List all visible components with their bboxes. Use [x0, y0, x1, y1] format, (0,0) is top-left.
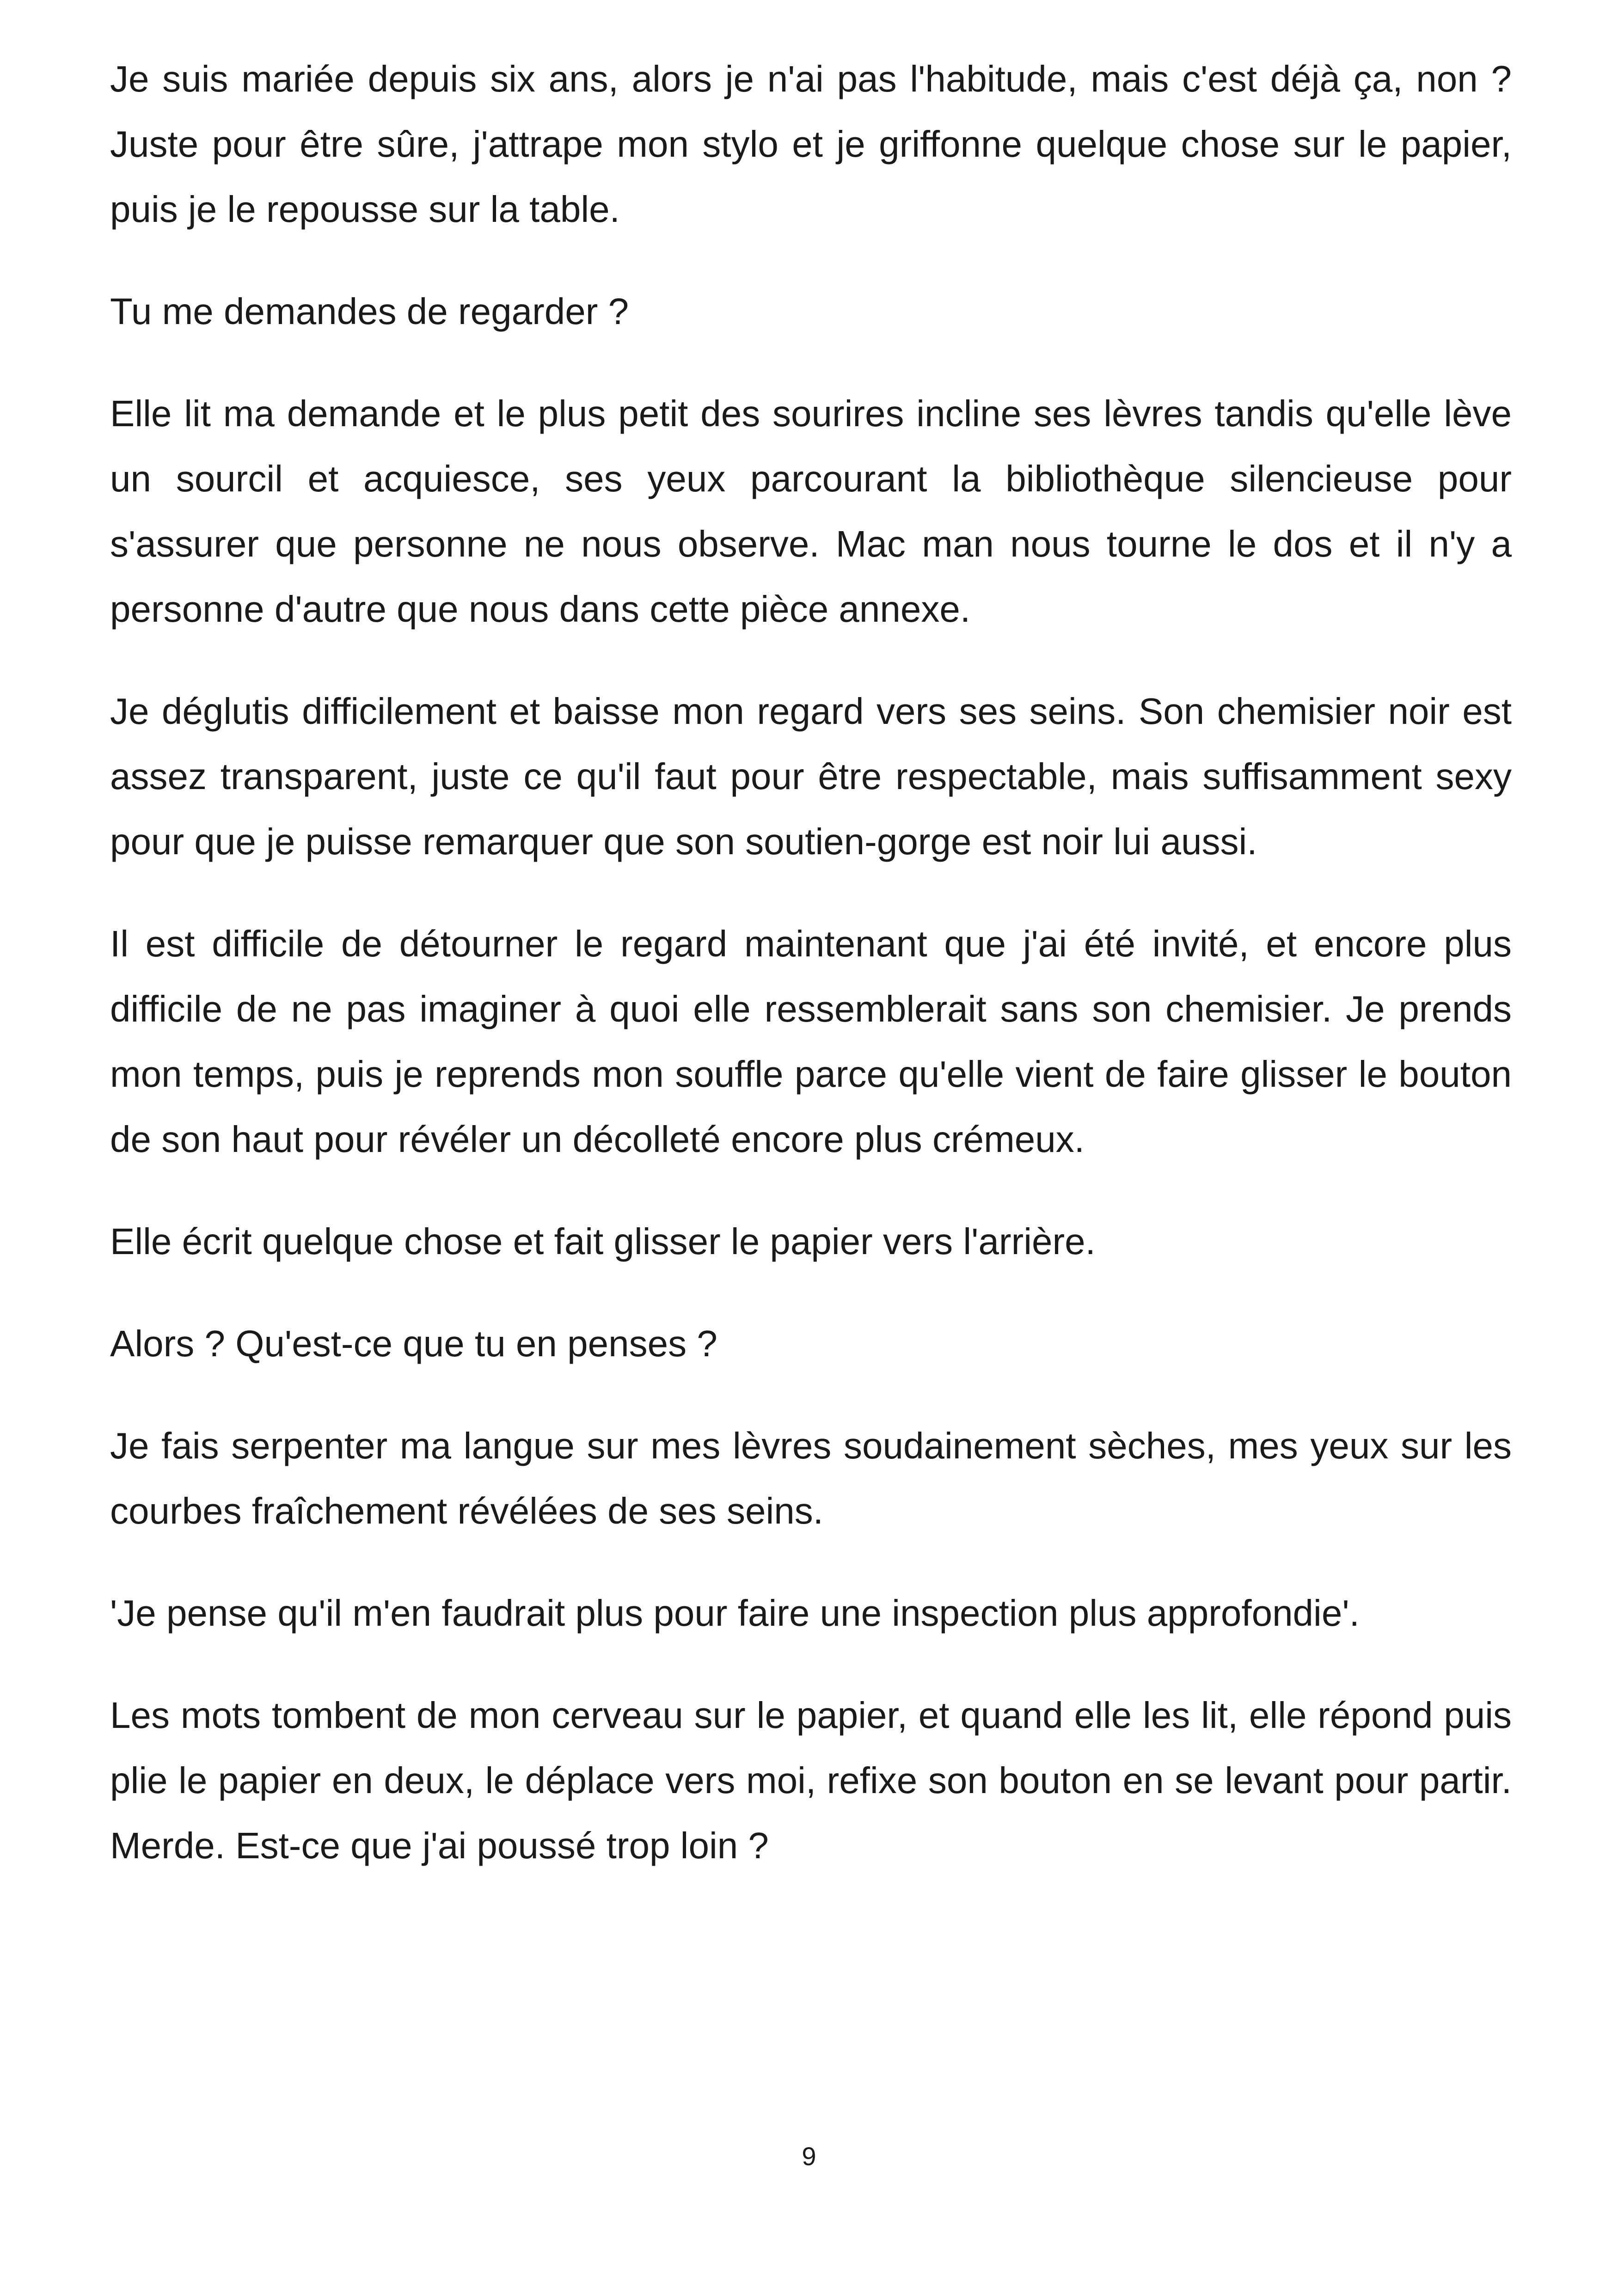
paragraph-4: Je déglutis difficilement et baisse mon regard vers ses seins. Son chemisier noir est assez transparent, juste ce qu'il faut pour être respectable, mais suffisamment sexy pour que je puisse remarquer que son soutien-gorge est noir lui aussi.	[110, 691, 1512, 862]
paragraph-10: Les mots tombent de mon cerveau sur le papier, et quand elle les lit, elle répond puis plie le papier en deux, le déplace vers moi, refixe son bouton en se levant pour partir. Merde. Est-ce que j'ai poussé trop loin ?	[110, 1695, 1512, 1866]
paragraph-7: Alors ? Qu'est-ce que tu en penses ?	[110, 1323, 717, 1364]
body-text	[110, 46, 1512, 1915]
paragraph-1: Je suis mariée depuis six ans, alors je n'ai pas l'habitude, mais c'est déjà ça, non ? Juste pour être sûre, j'attrape mon stylo et je griffonne quelque chose sur le papier, puis je le repousse sur la table.	[110, 58, 1512, 230]
paragraph-5: Il est difficile de détourner le regard maintenant que j'ai été invité, et encore plus difficile de ne pas imaginer à quoi elle ressemblerait sans son chemisier. Je prends mon temps, puis je reprends mon souffle parce qu'elle vient de faire glisser le bouton de son haut pour révéler un décolleté encore plus crémeux.	[110, 923, 1512, 1160]
paragraph-9: 'Je pense qu'il m'en faudrait plus pour faire une inspection plus approfondie'.	[110, 1592, 1360, 1634]
paragraph-8: Je fais serpenter ma langue sur mes lèvres soudainement sèches, mes yeux sur les courbes fraîchement révélées de ses seins.	[110, 1425, 1512, 1531]
paragraph-2: Tu me demandes de regarder ?	[110, 291, 629, 332]
paragraph-3: Elle lit ma demande et le plus petit des sourires incline ses lèvres tandis qu'elle lève un sourcil et acquiesce, ses yeux parcourant la bibliothèque silencieuse pour s'assurer que personne ne nous observe. Mac man nous tourne le dos et il n'y a personne d'autre que nous dans cette pièce annexe.	[110, 393, 1512, 630]
page-number: 9	[802, 2142, 816, 2171]
paragraph-6: Elle écrit quelque chose et fait glisser le papier vers l'arrière.	[110, 1221, 1096, 1262]
